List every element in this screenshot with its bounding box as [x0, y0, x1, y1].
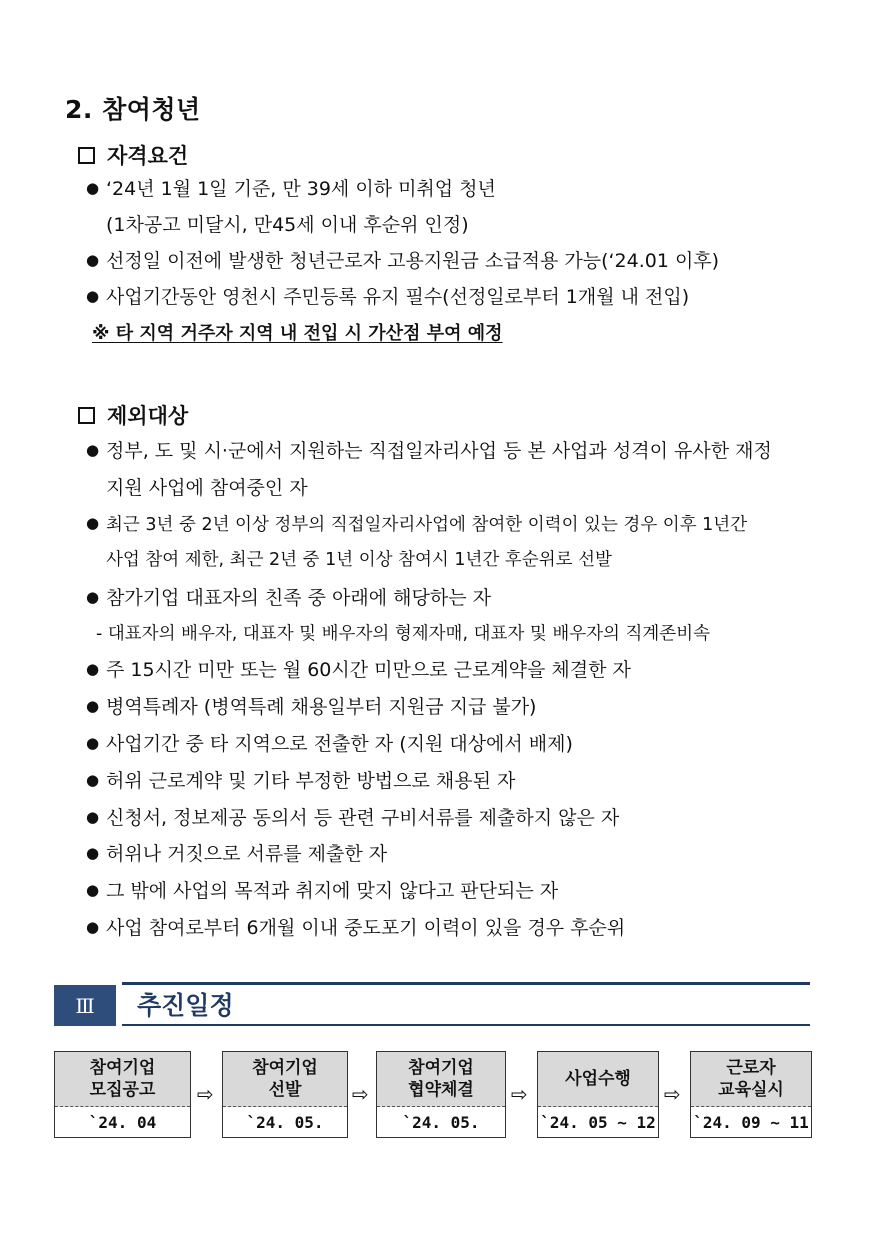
bullet-icon: ● — [86, 514, 100, 532]
schedule-step — [690, 1051, 812, 1138]
step-label — [691, 1052, 811, 1107]
item-text: 병역특례자 (병역특례 채용일부터 지원금 지급 불가) — [106, 696, 537, 718]
bullet-icon: ● — [86, 808, 100, 826]
step-label-line: 참여기업 — [89, 1057, 156, 1078]
list-item — [86, 513, 747, 536]
bullet-icon: ● — [86, 844, 100, 862]
step-label-line: 참여기업 — [252, 1057, 318, 1078]
bullet-icon: ● — [86, 441, 100, 459]
bullet-icon: ● — [86, 918, 100, 936]
item-text: ‘24년 1월 1일 기준, 만 39세 이하 미취업 청년 — [106, 178, 496, 200]
step-label — [223, 1052, 347, 1107]
item-text: 사업기간 중 타 지역으로 전출한 자 (지원 대상에서 배제) — [106, 733, 573, 755]
item-text: 참가기업 대표자의 친족 중 아래에 해당하는 자 — [106, 587, 491, 609]
right-arrow-icon: ⇨ — [352, 1082, 369, 1106]
list-item-continuation: (1차공고 미달시, 만45세 이내 후순위 인정) — [106, 214, 469, 236]
list-item — [86, 843, 387, 866]
step-label-line: 선발 — [268, 1080, 302, 1100]
bullet-icon: ● — [86, 734, 100, 752]
step-label-line: 협약체결 — [408, 1080, 474, 1100]
list-item — [86, 659, 631, 682]
bullet-icon: ● — [86, 588, 100, 606]
item-text: 허위나 거짓으로 서류를 제출한 자 — [106, 843, 388, 865]
header-rule-top — [122, 982, 810, 985]
section-title: 2. 참여청년 — [65, 95, 201, 124]
heading-label: 제외대상 — [107, 404, 189, 428]
item-text: 사업기간동안 영천시 주민등록 유지 필수(선정일로부터 1개월 내 전입) — [106, 286, 690, 308]
schedule-step — [376, 1051, 506, 1138]
step-label-line: 사업수행 — [565, 1068, 631, 1089]
list-item — [86, 250, 719, 273]
step-date: `24. 09 ~ 11 — [693, 1113, 809, 1132]
exclusion-heading — [78, 400, 188, 430]
schedule-title: 추진일정 — [137, 991, 234, 1020]
item-text: 신청서, 정보제공 동의서 등 관련 구비서류를 제출하지 않은 자 — [106, 807, 620, 829]
list-item — [86, 880, 558, 903]
schedule-step — [222, 1051, 348, 1138]
list-item — [86, 733, 573, 756]
list-item — [86, 770, 515, 793]
step-date: `24. 05 ~ 12 — [540, 1113, 656, 1132]
right-arrow-icon: ⇨ — [197, 1082, 214, 1106]
right-arrow-icon: ⇨ — [664, 1082, 681, 1106]
list-item — [86, 807, 619, 830]
qualification-heading — [78, 140, 188, 170]
step-label-line: 참여기업 — [408, 1057, 474, 1078]
step-date: `24. 05. — [246, 1113, 324, 1132]
bullet-icon: ● — [86, 697, 100, 715]
checkbox-square-icon — [78, 147, 95, 164]
bullet-icon: ● — [86, 179, 100, 197]
item-text: 최근 3년 중 2년 이상 정부의 직접일자리사업에 참여한 이력이 있는 경우 이후 1년간 — [106, 515, 748, 535]
bullet-icon: ● — [86, 287, 100, 305]
header-rule-bottom — [122, 1024, 810, 1026]
sub-item: - 대표자의 배우자, 대표자 및 배우자의 형제자매, 대표자 및 배우자의 직계존비속 — [96, 624, 711, 644]
step-date: `24. 04 — [88, 1113, 157, 1132]
step-label-line: 교육실시 — [718, 1080, 784, 1100]
list-item-continuation: 지원 사업에 참여중인 자 — [106, 477, 308, 499]
step-label-line: 모집공고 — [89, 1080, 156, 1100]
heading-label: 자격요건 — [107, 144, 189, 168]
list-item — [86, 440, 772, 463]
list-item — [86, 178, 496, 201]
item-text: 정부, 도 및 시·군에서 지원하는 직접일자리사업 등 본 사업과 성격이 유사한 재정 — [106, 440, 772, 462]
item-text: 그 밖에 사업의 목적과 취지에 맞지 않다고 판단되는 자 — [106, 880, 559, 902]
schedule-step — [54, 1051, 191, 1138]
list-item — [86, 587, 491, 610]
list-item-continuation: 사업 참여 제한, 최근 2년 중 1년 이상 참여시 1년간 후순위로 선발 — [106, 550, 612, 570]
step-label-line: 근로자 — [726, 1057, 776, 1078]
list-item — [86, 286, 689, 309]
checkbox-square-icon — [78, 407, 95, 424]
step-label — [55, 1052, 190, 1107]
notice-text: ※ 타 지역 거주자 지역 내 전입 시 가산점 부여 예정 — [92, 323, 503, 344]
step-date: `24. 05. — [402, 1113, 480, 1132]
list-item — [86, 696, 536, 719]
step-label — [377, 1052, 505, 1107]
step-label — [538, 1052, 658, 1107]
schedule-step — [537, 1051, 659, 1138]
bullet-icon: ● — [86, 660, 100, 678]
right-arrow-icon: ⇨ — [511, 1082, 528, 1106]
bullet-icon: ● — [86, 771, 100, 789]
bullet-icon: ● — [86, 881, 100, 899]
item-text: 사업 참여로부터 6개월 이내 중도포기 이력이 있을 경우 후순위 — [106, 917, 626, 939]
item-text: 허위 근로계약 및 기타 부정한 방법으로 채용된 자 — [106, 770, 516, 792]
section-numeral: Ⅲ — [54, 985, 116, 1026]
bullet-icon: ● — [86, 251, 100, 269]
item-text: 선정일 이전에 발생한 청년근로자 고용지원금 소급적용 가능(‘24.01 이후) — [106, 250, 720, 272]
item-text: 주 15시간 미만 또는 월 60시간 미만으로 근로계약을 체결한 자 — [106, 659, 631, 681]
list-item — [86, 917, 625, 940]
